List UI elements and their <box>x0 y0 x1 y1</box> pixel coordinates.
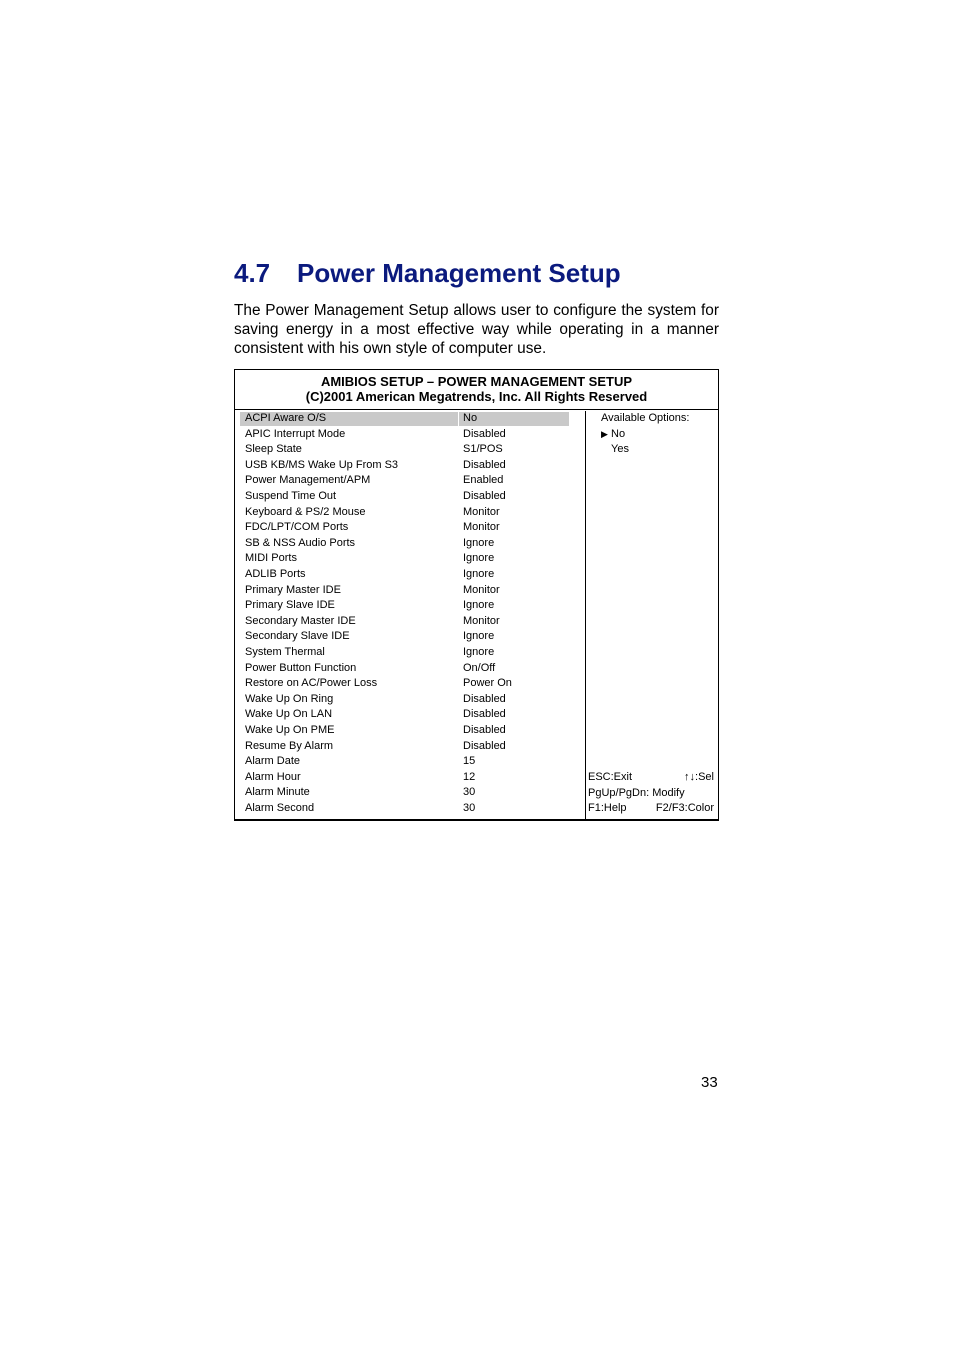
setting-label: Wake Up On PME <box>245 724 335 736</box>
key-hint-row <box>588 770 714 786</box>
setting-value[interactable]: Monitor <box>463 614 500 627</box>
setting-value[interactable]: Disabled <box>463 708 506 721</box>
setting-row[interactable] <box>235 458 585 474</box>
setting-value[interactable]: Disabled <box>463 427 506 440</box>
triangle-right-icon: ▶ <box>601 428 608 439</box>
setting-row[interactable] <box>235 629 585 645</box>
setting-row[interactable] <box>235 473 585 489</box>
setting-row[interactable] <box>235 567 585 583</box>
key-hint-row <box>588 786 714 802</box>
setting-row[interactable] <box>235 442 585 458</box>
setting-label: Suspend Time Out <box>245 490 337 502</box>
setting-value[interactable]: Monitor <box>463 505 500 518</box>
setting-value[interactable]: Monitor <box>463 521 500 534</box>
setting-label: USB KB/MS Wake Up From S3 <box>245 458 399 471</box>
setting-value[interactable]: Disabled <box>463 692 506 705</box>
help-pane <box>586 411 718 819</box>
setting-row[interactable] <box>235 676 585 692</box>
arrow-select-hint: ↑↓:Sel <box>684 771 714 783</box>
setting-label: ADLIB Ports <box>245 568 306 580</box>
section-heading <box>234 258 621 289</box>
setting-label: ACPI Aware O/S <box>245 412 327 424</box>
setting-label: APIC Interrupt Mode <box>245 427 346 440</box>
setting-row[interactable] <box>235 754 585 770</box>
setting-row[interactable] <box>235 661 585 677</box>
setting-label: SB & NSS Audio Ports <box>245 536 356 549</box>
setting-row[interactable] <box>235 645 585 661</box>
setting-row[interactable] <box>235 739 585 755</box>
setting-label: Sleep State <box>245 443 302 456</box>
setting-row[interactable] <box>235 723 585 739</box>
bios-header-copyright: (C)2001 American Megatrends, Inc. All Rights Reserved <box>305 388 648 404</box>
option-label: Yes <box>611 443 629 456</box>
setting-row[interactable] <box>235 536 585 552</box>
bios-header-title: AMIBIOS SETUP – POWER MANAGEMENT SETUP <box>320 374 633 389</box>
setting-value[interactable]: Ignore <box>463 630 495 643</box>
setting-label: System Thermal <box>245 646 325 658</box>
setting-value[interactable]: Ignore <box>463 646 495 658</box>
esc-exit-hint: ESC:Exit <box>588 771 633 783</box>
setting-row[interactable] <box>235 489 585 505</box>
setting-row[interactable] <box>235 505 585 521</box>
setting-label: Primary Master IDE <box>245 583 341 596</box>
setting-value[interactable]: 12 <box>463 770 476 783</box>
page-number: 33 <box>701 1074 718 1091</box>
setting-value[interactable]: S1/POS <box>463 443 503 456</box>
setting-value[interactable]: Ignore <box>463 536 495 549</box>
setting-label: MIDI Ports <box>245 552 297 565</box>
setting-row[interactable] <box>235 520 585 536</box>
setting-row[interactable] <box>235 411 585 427</box>
setting-value[interactable]: 15 <box>463 755 476 768</box>
setting-row[interactable] <box>235 692 585 708</box>
setting-row[interactable] <box>235 598 585 614</box>
setting-value[interactable]: 30 <box>463 786 476 799</box>
available-options-title: Available Options: <box>601 412 690 424</box>
setting-value[interactable]: Ignore <box>463 599 495 612</box>
setting-value[interactable]: Power On <box>463 677 512 690</box>
setting-label: Wake Up On Ring <box>245 692 334 705</box>
setting-label: Wake Up On LAN <box>245 708 333 721</box>
setting-value[interactable]: Monitor <box>463 583 500 596</box>
setting-value[interactable]: Disabled <box>463 739 506 752</box>
help-hint: F1:Help <box>588 802 627 815</box>
section-title: Power Management Setup <box>297 258 621 288</box>
option-item[interactable] <box>601 427 625 443</box>
settings-list <box>235 411 586 819</box>
setting-row[interactable] <box>235 801 585 817</box>
option-label: No <box>611 427 626 440</box>
setting-row[interactable] <box>235 785 585 801</box>
setting-value[interactable]: No <box>463 412 478 424</box>
setting-label: Primary Slave IDE <box>245 599 335 612</box>
modify-hint: PgUp/PgDn: Modify <box>588 786 685 799</box>
setting-label: Keyboard & PS/2 Mouse <box>245 505 366 518</box>
section-number: 4.7 <box>234 258 271 288</box>
setting-row[interactable] <box>235 551 585 567</box>
color-hint: F2/F3:Color <box>655 802 714 815</box>
setting-value[interactable]: Disabled <box>463 724 506 736</box>
bios-header <box>235 370 718 410</box>
setting-row[interactable] <box>235 770 585 786</box>
setting-value[interactable]: Ignore <box>463 552 495 565</box>
setting-label: FDC/LPT/COM Ports <box>245 521 349 534</box>
setting-value[interactable]: Disabled <box>463 458 506 471</box>
setting-label: Restore on AC/Power Loss <box>245 677 378 690</box>
setting-value[interactable]: Enabled <box>463 474 504 487</box>
setting-row[interactable] <box>235 707 585 723</box>
setting-label: Alarm Minute <box>245 786 310 799</box>
setting-row[interactable] <box>235 614 585 630</box>
setting-row[interactable] <box>235 583 585 599</box>
setting-label: Power Management/APM <box>245 474 371 487</box>
setting-value[interactable]: On/Off <box>463 661 496 674</box>
setting-label: Secondary Master IDE <box>245 614 356 627</box>
setting-label: Alarm Hour <box>245 770 301 783</box>
setting-value[interactable]: Disabled <box>463 490 506 502</box>
setting-label: Resume By Alarm <box>245 739 334 752</box>
key-hint-row <box>588 801 714 817</box>
setting-label: Secondary Slave IDE <box>245 630 350 643</box>
setting-value[interactable]: 30 <box>463 802 476 814</box>
setting-label: Alarm Date <box>245 755 301 768</box>
setting-label: Power Button Function <box>245 661 357 674</box>
intro-paragraph: The Power Management Setup allows user to configure the system for saving energy in a most effective way while operating in a manner consistent with his own style of computer use. <box>234 302 719 357</box>
setting-value[interactable]: Ignore <box>463 568 495 580</box>
setting-label: Alarm Second <box>245 802 315 814</box>
bios-setup-screen <box>234 369 719 821</box>
setting-row[interactable] <box>235 427 585 443</box>
option-item[interactable] <box>601 442 629 458</box>
